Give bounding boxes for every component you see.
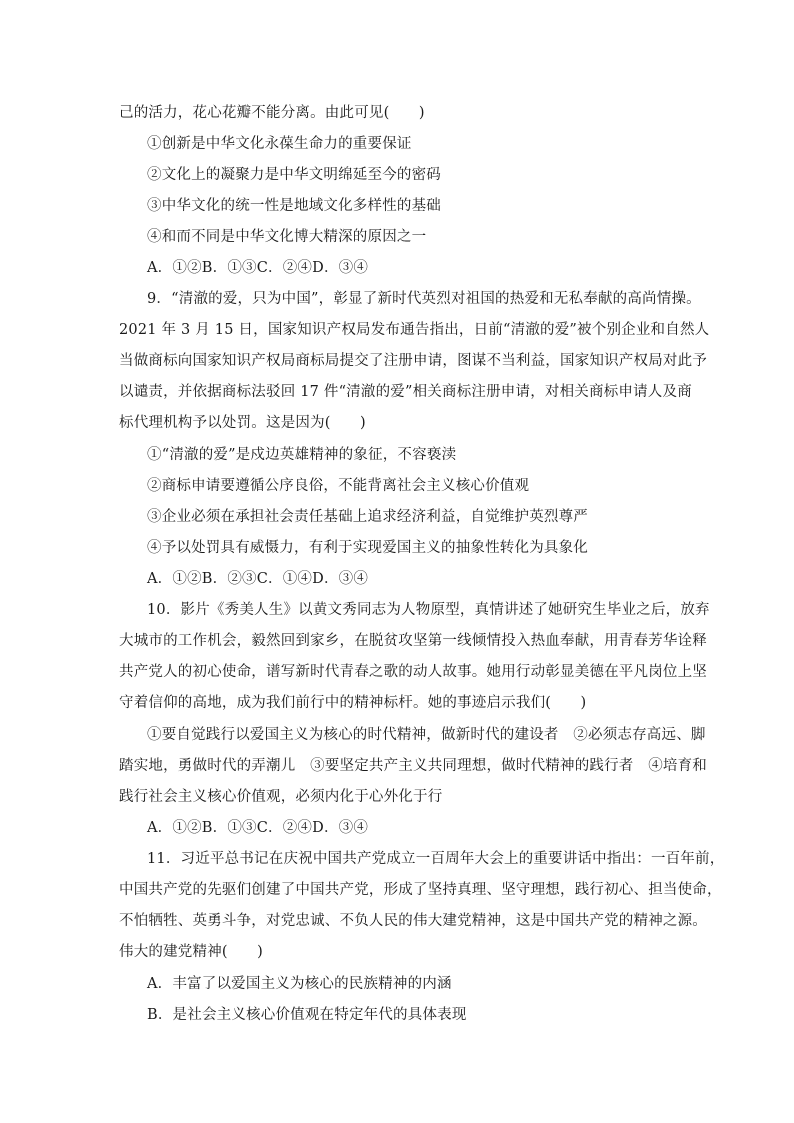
q11-stem-line-1: 11．习近平总书记在庆祝中国共产党成立一百周年大会上的重要讲话中指出：一百年前， (147, 851, 725, 867)
q9-stem-line-1: 9．“清澈的爱，只为中国”，彰显了新时代英烈对祖国的热爱和无私奉献的高尚情操。 (147, 291, 701, 307)
q9-option-3: ③企业必须在承担社会责任基础上追求经济利益，自觉维护英烈尊严 (147, 509, 588, 525)
q8-option-1: ①创新是中华文化永葆生命力的重要保证 (147, 136, 412, 152)
q10-stem-line-3: 共产党人的初心使命，谱写新时代青春之歌的动人故事。她用行动彰显美德在平凡岗位上坚 (119, 664, 707, 680)
q8-option-3: ③中华文化的统一性是地域文化多样性的基础 (147, 198, 441, 214)
q10-choices: A．①②B．①③C．②④D．③④ (147, 820, 369, 836)
q11-stem-line-3: 不怕牺牲、英勇斗争，对党忠诚、不负人民的伟大建党精神，这是中国共产党的精神之源。 (119, 913, 707, 929)
q10-stem-line-4: 守着信仰的高地，成为我们前行中的精神标杆。她的事迹启示我们( ) (119, 695, 587, 711)
q11-option-b: B．是社会主义核心价值观在特定年代的具体表现 (147, 1007, 467, 1023)
q10-options-line-1: ①要自觉践行以爱国主义为核心的时代精神，做新时代的建设者 ②必须志存高远、脚 (147, 727, 706, 743)
q11-stem-line-4: 伟大的建党精神( ) (119, 944, 264, 960)
q9-option-2: ②商标申请要遵循公序良俗，不能背离社会主义核心价值观 (147, 478, 530, 494)
q10-stem-line-2: 大城市的工作机会，毅然回到家乡，在脱贫攻坚第一线倾情投入热血奉献，用青春芳华诠释 (119, 633, 707, 649)
q9-stem-line-3: 当做商标向国家知识产权局商标局提交了注册申请，图谋不当利益，国家知识产权局对此予 (119, 353, 707, 369)
q9-stem-line-5: 标代理机构予以处罚。这是因为( ) (119, 415, 366, 431)
q8-stem-tail: 己的活力，花心花瓣不能分离。由此可见( ) (119, 105, 425, 121)
q9-stem-line-4: 以谴责，并依据商标法驳回 17 件“清澈的爱”相关商标注册申请，对相关商标申请人及商 (119, 384, 692, 400)
q10-options-line-2: 踏实地，勇做时代的弄潮儿 ③要坚定共产主义共同理想，做时代精神的践行者 ④培育和 (119, 758, 707, 774)
q10-options-line-3: 践行社会主义核心价值观，必须内化于心外化于行 (119, 789, 443, 805)
q9-option-4: ④予以处罚具有威慑力，有利于实现爱国主义的抽象性转化为具象化 (147, 540, 588, 556)
q8-option-4: ④和而不同是中华文化博大精深的原因之一 (147, 229, 427, 245)
q11-stem-line-2: 中国共产党的先驱们创建了中国共产党，形成了坚持真理、坚守理想，践行初心、担当使命， (119, 882, 722, 898)
q9-option-1: ①“清澈的爱”是戍边英雄精神的象征，不容亵渎 (147, 447, 457, 463)
q8-choices: A．①②B．①③C．②④D．③④ (147, 260, 369, 276)
q11-option-a: A．丰富了以爱国主义为核心的民族精神的内涵 (147, 976, 452, 992)
q8-option-2: ②文化上的凝聚力是中华文明绵延至今的密码 (147, 167, 441, 183)
q9-stem-line-2: 2021 年 3 月 15 日，国家知识产权局发布通告指出，日前“清澈的爱”被个别企业和自然人 (119, 322, 710, 338)
q9-choices: A．①②B．②③C．①④D．③④ (147, 571, 369, 587)
q10-stem-line-1: 10．影片《秀美人生》以黄文秀同志为人物原型，真情讲述了她研究生毕业之后，放弃 (147, 602, 710, 618)
